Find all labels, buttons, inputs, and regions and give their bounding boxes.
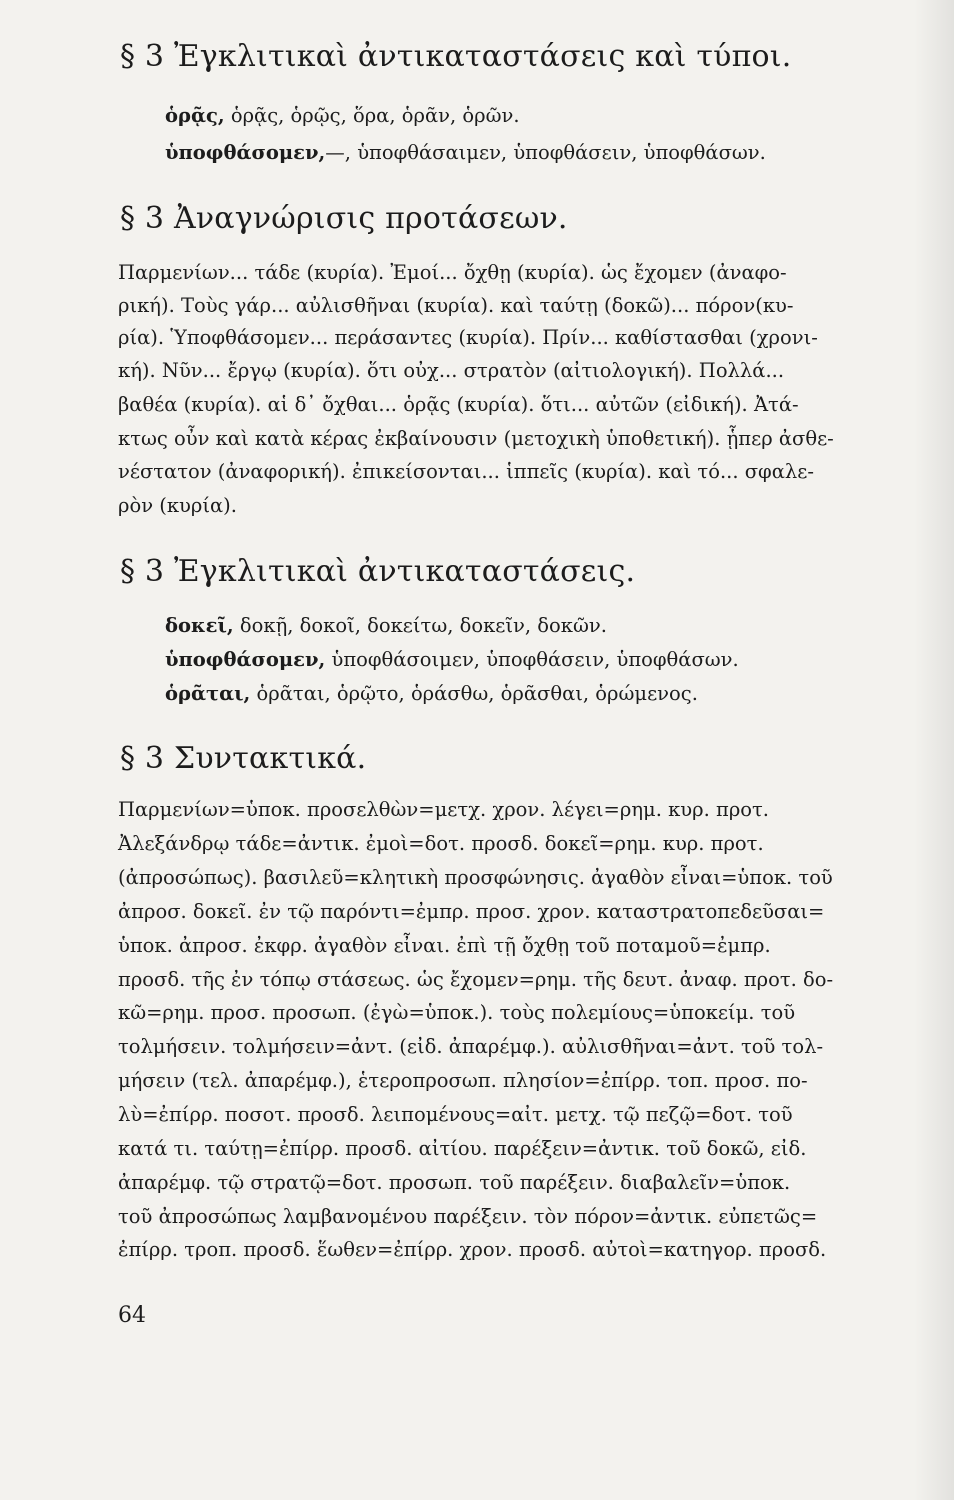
text-line [165,616,607,636]
section-heading-enclitic-substitutions: § 3 Ἐγκλιτικαὶ ἀντικαταστάσεις. [120,554,636,589]
text-line: κῶ=ρημ. προσ. προσωπ. (ἐγὼ=ὑποκ.). τοὺς πολεμίους=ὑποκείμ. τοῦ [118,1001,796,1024]
text-line [165,106,520,126]
bold-term: ὁρᾶται, [165,682,251,705]
text-line: κατά τι. ταύτῃ=ἐπίρρ. προσδ. αἰτίου. παρέξειν=ἀντικ. τοῦ δοκῶ, εἰδ. [118,1137,807,1160]
text-line: ἀπαρέμφ. τῷ στρατῷ=δοτ. προσωπ. τοῦ παρέξειν. διαβαλεῖν=ὑποκ. [118,1171,791,1194]
bold-term: ὑποφθάσομεν, [165,648,326,671]
text-line: ὑποκ. ἀπροσ. ἐκφρ. ἀγαθὸν εἶναι. ἐπὶ τῇ ὄχθῃ τοῦ ποταμοῦ=ἐμπρ. [118,934,771,957]
section-heading-clause-recognition: § 3 Ἀναγνώρισις προτάσεων. [120,201,568,236]
text-line: λὺ=ἐπίρρ. ποσοτ. προσδ. λειπομένους=αἰτ. μετχ. τῷ πεζῷ=δοτ. τοῦ [118,1103,793,1126]
text-line [165,143,766,163]
text-line: Παρμενίων... τάδε (κυρία). Ἐμοί... ὄχθῃ (κυρία). ὡς ἔχομεν (ἀναφο- [118,261,787,284]
page-edge-shadow [914,0,954,1500]
bold-term: δοκεῖ, [165,614,234,637]
page-number: 64 [118,1303,146,1328]
line-text: ὁρᾷς, ὁρῷς, ὅρα, ὁρᾶν, ὁρῶν. [224,104,520,127]
line-text: —, ὑποφθάσαιμεν, ὑποφθάσειν, ὑποφθάσων. [325,141,766,164]
text-line: νέστατον (ἀναφορική). ἐπικείσονται... ἱππεῖς (κυρία). καὶ τό... σφαλε- [118,460,814,483]
text-line: τοῦ ἀπροσώπως λαμβανομένου παρέξειν. τὸν πόρον=ἀντικ. εὐπετῶς= [118,1205,818,1228]
text-line: μήσειν (τελ. ἀπαρέμφ.), ἑτεροπροσωπ. πλησίον=ἐπίρρ. τοπ. προσ. πο- [118,1069,808,1092]
line-text: ὑποφθάσοιμεν, ὑποφθάσειν, ὑποφθάσων. [325,648,739,671]
line-text: ὁρᾶται, ὁρῷτο, ὁράσθω, ὁρᾶσθαι, ὁρώμενος. [250,682,698,705]
bold-term: ὁρᾷς, [165,104,225,127]
text-line: ἀπροσ. δοκεῖ. ἐν τῷ παρόντι=ἐμπρ. προσ. χρον. καταστρατοπεδεῦσαι= [118,900,825,923]
text-line: προσδ. τῆς ἐν τόπῳ στάσεως. ὡς ἔχομεν=ρημ. τῆς δευτ. ἀναφ. προτ. δο- [118,968,834,991]
text-line: Ἀλεξάνδρῳ τάδε=ἀντικ. ἐμοὶ=δοτ. προσδ. δοκεῖ=ρημ. κυρ. προτ. [118,832,764,855]
line-text: δοκῇ, δοκοῖ, δοκείτω, δοκεῖν, δοκῶν. [233,614,607,637]
text-line: τολμήσειν. τολμήσειν=ἀντ. (εἰδ. ἀπαρέμφ.). αὐλισθῆναι=ἀντ. τοῦ τολ- [118,1035,824,1058]
text-line: ρία). Ὑποφθάσομεν... περάσαντες (κυρία). Πρίν... καθίστασθαι (χρονι- [118,326,818,349]
section-heading-enclitic-forms: § 3 Ἐγκλιτικαὶ ἀντικαταστάσεις καὶ τύποι. [120,39,792,74]
text-line: κτως οὖν καὶ κατὰ κέρας ἐκβαίνουσιν (μετοχικὴ ὑποθετική). ᾗπερ ἀσθε- [118,427,834,450]
text-line [165,650,739,670]
text-line: κή). Νῦν... ἔργῳ (κυρία). ὅτι οὐχ... στρατὸν (αἰτιολογική). Πολλά... [118,359,785,382]
text-line: ρική). Τοὺς γάρ... αὐλισθῆναι (κυρία). καὶ ταύτῃ (δοκῶ)... πόρον(κυ- [118,294,794,317]
section-heading-syntax: § 3 Συντακτικά. [120,741,367,776]
text-line [165,684,698,704]
text-line: βαθέα (κυρία). αἱ δ᾽ ὄχθαι... ὁρᾷς (κυρία). ὅτι... αὐτῶν (εἰδική). Ἀτά- [118,393,799,416]
text-line: ρὸν (κυρία). [118,494,237,517]
text-line: (ἀπροσώπως). βασιλεῦ=κλητικὴ προσφώνησις. ἀγαθὸν εἶναι=ὑποκ. τοῦ [118,866,833,889]
bold-term: ὑποφθάσομεν, [165,141,326,164]
text-line: Παρμενίων=ὑποκ. προσελθὼν=μετχ. χρον. λέγει=ρημ. κυρ. προτ. [118,798,770,821]
text-line: ἐπίρρ. τροπ. προσδ. ἕωθεν=ἐπίρρ. χρον. προσδ. αὐτοὶ=κατηγορ. προσδ. [118,1238,827,1261]
